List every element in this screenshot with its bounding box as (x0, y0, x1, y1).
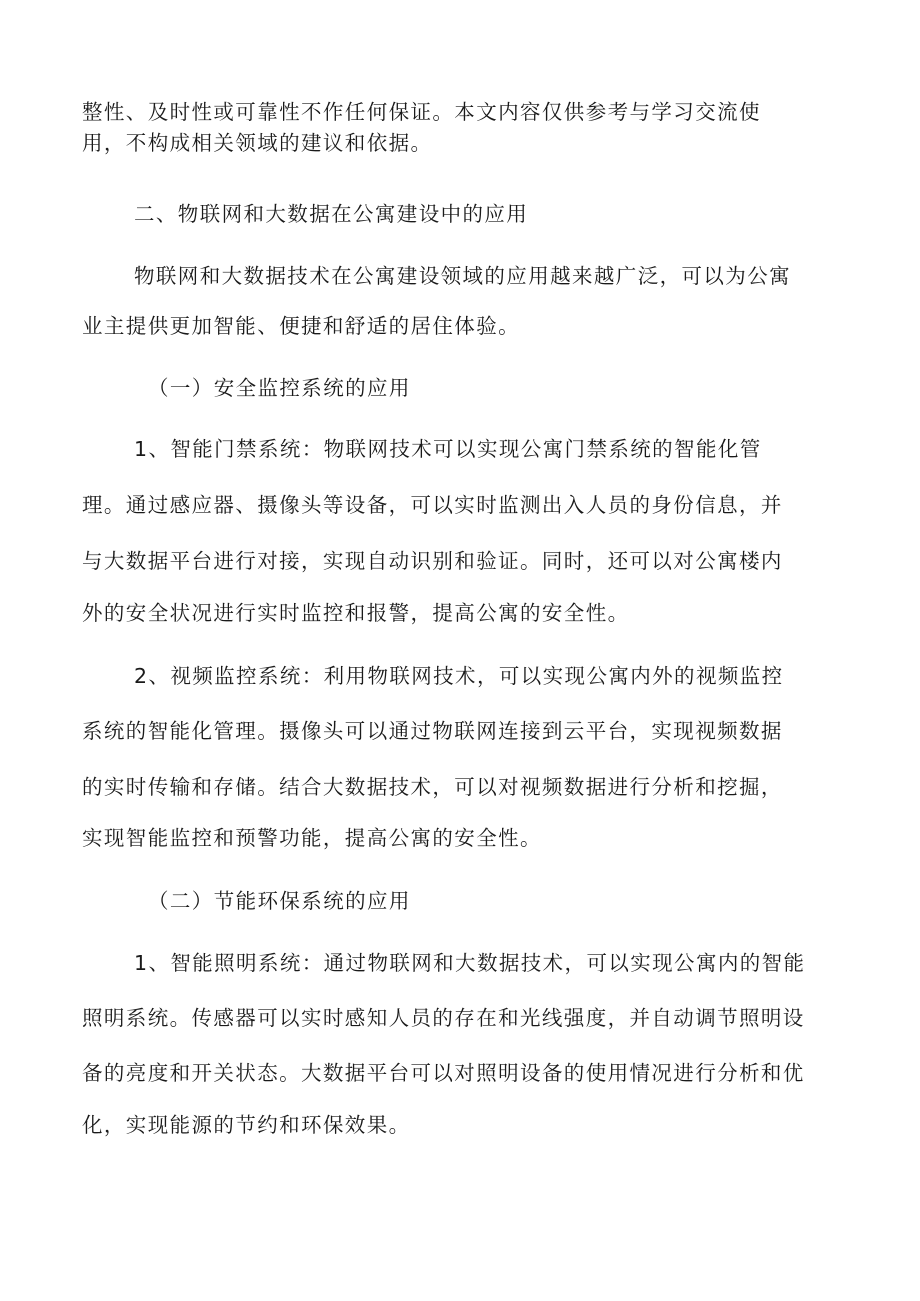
subsection-heading: （二）节能环保系统的应用 (148, 889, 411, 913)
body-text-line: 外的安全状况进行实时监控和报警，提高公寓的安全性。 (82, 601, 630, 625)
body-text-line: 物联网和大数据技术在公寓建设领域的应用越来越广泛，可以为公寓 (134, 264, 791, 288)
body-text-line: 业主提供更加智能、便捷和舒适的居住体验。 (82, 314, 520, 338)
body-text-line: 系统的智能化管理。摄像头可以通过物联网连接到云平台，实现视频数据 (82, 719, 783, 743)
section-heading: 二、物联网和大数据在公寓建设中的应用 (134, 202, 529, 226)
subsection-heading: （一）安全监控系统的应用 (148, 376, 411, 400)
body-text-line: 用，不构成相关领域的建议和依据。 (82, 131, 433, 155)
body-text-line: 照明系统。传感器可以实时感知人员的存在和光线强度，并自动调节照明设 (82, 1006, 805, 1030)
body-text-line: 实现智能监控和预警功能，提高公寓的安全性。 (82, 826, 542, 850)
body-text-line: 的实时传输和存储。结合大数据技术，可以对视频数据进行分析和挖掘， (82, 775, 783, 799)
list-item-text: 2、视频监控系统：利用物联网技术，可以实现公寓内外的视频监控 (134, 664, 784, 688)
body-text-line: 理。通过感应器、摄像头等设备，可以实时监测出入人员的身份信息，并 (82, 493, 783, 517)
body-text-line: 与大数据平台进行对接，实现自动识别和验证。同时，还可以对公寓楼内 (82, 549, 783, 573)
list-item-text: 1、智能照明系统：通过物联网和大数据技术，可以实现公寓内的智能 (134, 951, 806, 975)
body-text-line: 化，实现能源的节约和环保效果。 (82, 1113, 411, 1137)
body-text-line: 整性、及时性或可靠性不作任何保证。本文内容仅供参考与学习交流使 (82, 100, 761, 124)
body-text-line: 备的亮度和开关状态。大数据平台可以对照明设备的使用情况进行分析和优 (82, 1061, 805, 1085)
list-item-text: 1、智能门禁系统：物联网技术可以实现公寓门禁系统的智能化管 (134, 437, 762, 461)
